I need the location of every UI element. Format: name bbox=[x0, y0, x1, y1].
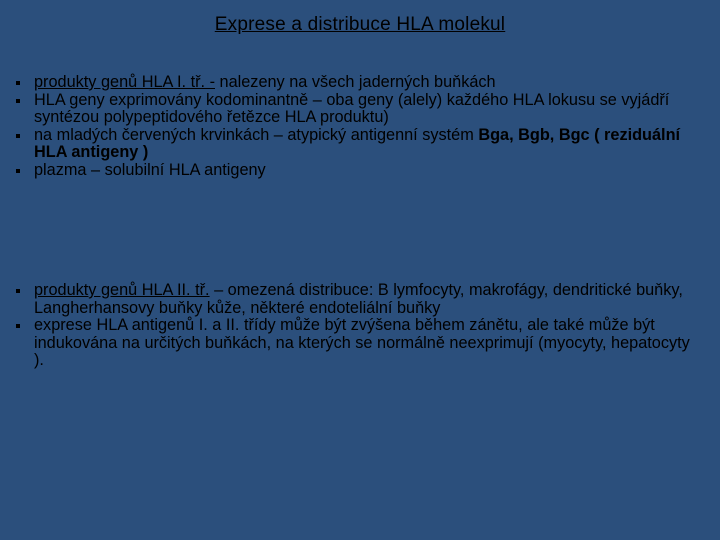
bullet-text: nalezeny na všech jaderných buňkách bbox=[215, 73, 496, 91]
bullet-list-class-ii bbox=[0, 282, 720, 370]
bullet-list-class-i bbox=[0, 74, 720, 179]
bullet-text: exprese HLA antigenů I. a II. třídy může být zvýšena během zánětu, ale také může být indukována na určitých buňkách, na kterých se normálně neexprimují (myocyty, hepatocyty ). bbox=[34, 316, 690, 369]
list-item bbox=[0, 127, 720, 162]
list-item bbox=[0, 92, 720, 127]
slide-title: Exprese a distribuce HLA molekul bbox=[214, 14, 506, 35]
bullet-icon bbox=[16, 289, 20, 293]
bullet-text: – omezená distribuce: B lymfocyty, makrofágy, dendritické buňky, Langherhansovy buňky kůže, některé endoteliální buňky bbox=[34, 281, 683, 317]
bullet-icon bbox=[16, 324, 20, 328]
bullet-lead: produkty genů HLA I. tř. - bbox=[34, 73, 215, 91]
bullet-lead: produkty genů HLA II. tř. bbox=[34, 281, 210, 299]
bullet-icon bbox=[16, 134, 20, 138]
bullet-text: na mladých červených krvinkách – atypický antigenní systém bbox=[34, 125, 479, 144]
list-item bbox=[0, 162, 720, 180]
bullet-text: plazma – solubilní HLA antigeny bbox=[34, 160, 266, 179]
bullet-bold-text: Bga, Bgb, Bgc ( reziduální HLA antigeny ) bbox=[34, 125, 681, 161]
bullet-icon bbox=[16, 81, 20, 85]
bullet-icon bbox=[16, 99, 20, 103]
list-item bbox=[0, 282, 720, 317]
bullet-icon bbox=[16, 169, 20, 173]
list-item bbox=[0, 74, 720, 92]
bullet-text: HLA geny exprimovány kodominantně – oba geny (alely) každého HLA lokusu se vyjádří syntézou polypeptidového řetězce HLA produktu) bbox=[34, 90, 670, 126]
list-item bbox=[0, 317, 720, 370]
